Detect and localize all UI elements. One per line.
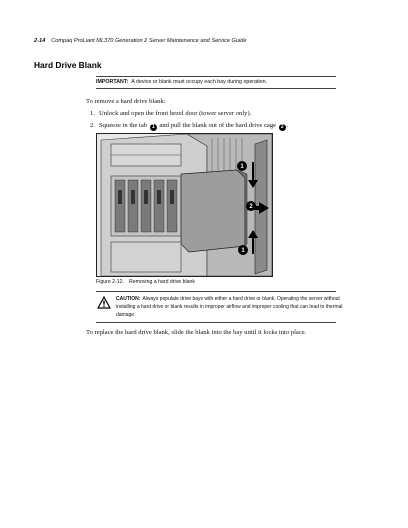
caution-top-rule: [96, 291, 336, 292]
drive-bays: [111, 176, 181, 236]
step-text: Unlock and open the front bezel door (tower server only).: [98, 110, 252, 117]
figure-label: Figure 2-12.: [96, 279, 124, 285]
step-text: Squeeze in the tab: [98, 122, 148, 129]
callout-1-top: 1: [240, 164, 244, 170]
important-text: A device or blank must occupy each bay during operation.: [131, 79, 268, 85]
figure-caption: [96, 279, 195, 285]
step-2: [90, 122, 370, 131]
step-1: [90, 110, 370, 117]
running-title: Compaq ProLiant ML370 Generation 2 Server Maintenance and Service Guide: [51, 38, 247, 44]
step-text: .: [286, 122, 289, 129]
callout-badge: 2: [279, 124, 286, 131]
intro-text: To remove a hard drive blank:: [86, 98, 166, 105]
callout-1-bottom: 1: [241, 248, 245, 254]
warning-triangle-icon: [97, 296, 111, 309]
caution-label: CAUTION:: [116, 296, 141, 302]
hard-drive-blank-illustration: [96, 133, 273, 277]
closing-text: To replace the hard drive blank, slide the blank into the bay until it locks into place.: [86, 329, 307, 336]
figure-caption-text: Removing a hard drive blank: [128, 279, 196, 285]
important-note: [96, 79, 336, 85]
caution-text: Always populate drive bays with either a hard drive or blank. Operating the server without installing a hard drive or blank results in improper airflow and improper cooling that can lead to thermal damage.: [116, 296, 343, 319]
section-title: Hard Drive Blank: [34, 60, 102, 70]
important-label: IMPORTANT:: [96, 79, 129, 85]
caution-bottom-rule: [96, 322, 336, 323]
step-number: 2.: [90, 122, 95, 129]
page-number: 2-14: [34, 38, 46, 44]
caution-note: [116, 295, 344, 320]
callout-badge: 1: [150, 124, 157, 131]
important-top-rule: [96, 76, 336, 77]
important-bottom-rule: [96, 88, 336, 89]
step-text: and pull the blank out of the hard drive cage: [159, 122, 277, 129]
callout-2: 2: [249, 204, 253, 210]
step-number: 1.: [90, 110, 95, 117]
running-header: [34, 38, 374, 44]
